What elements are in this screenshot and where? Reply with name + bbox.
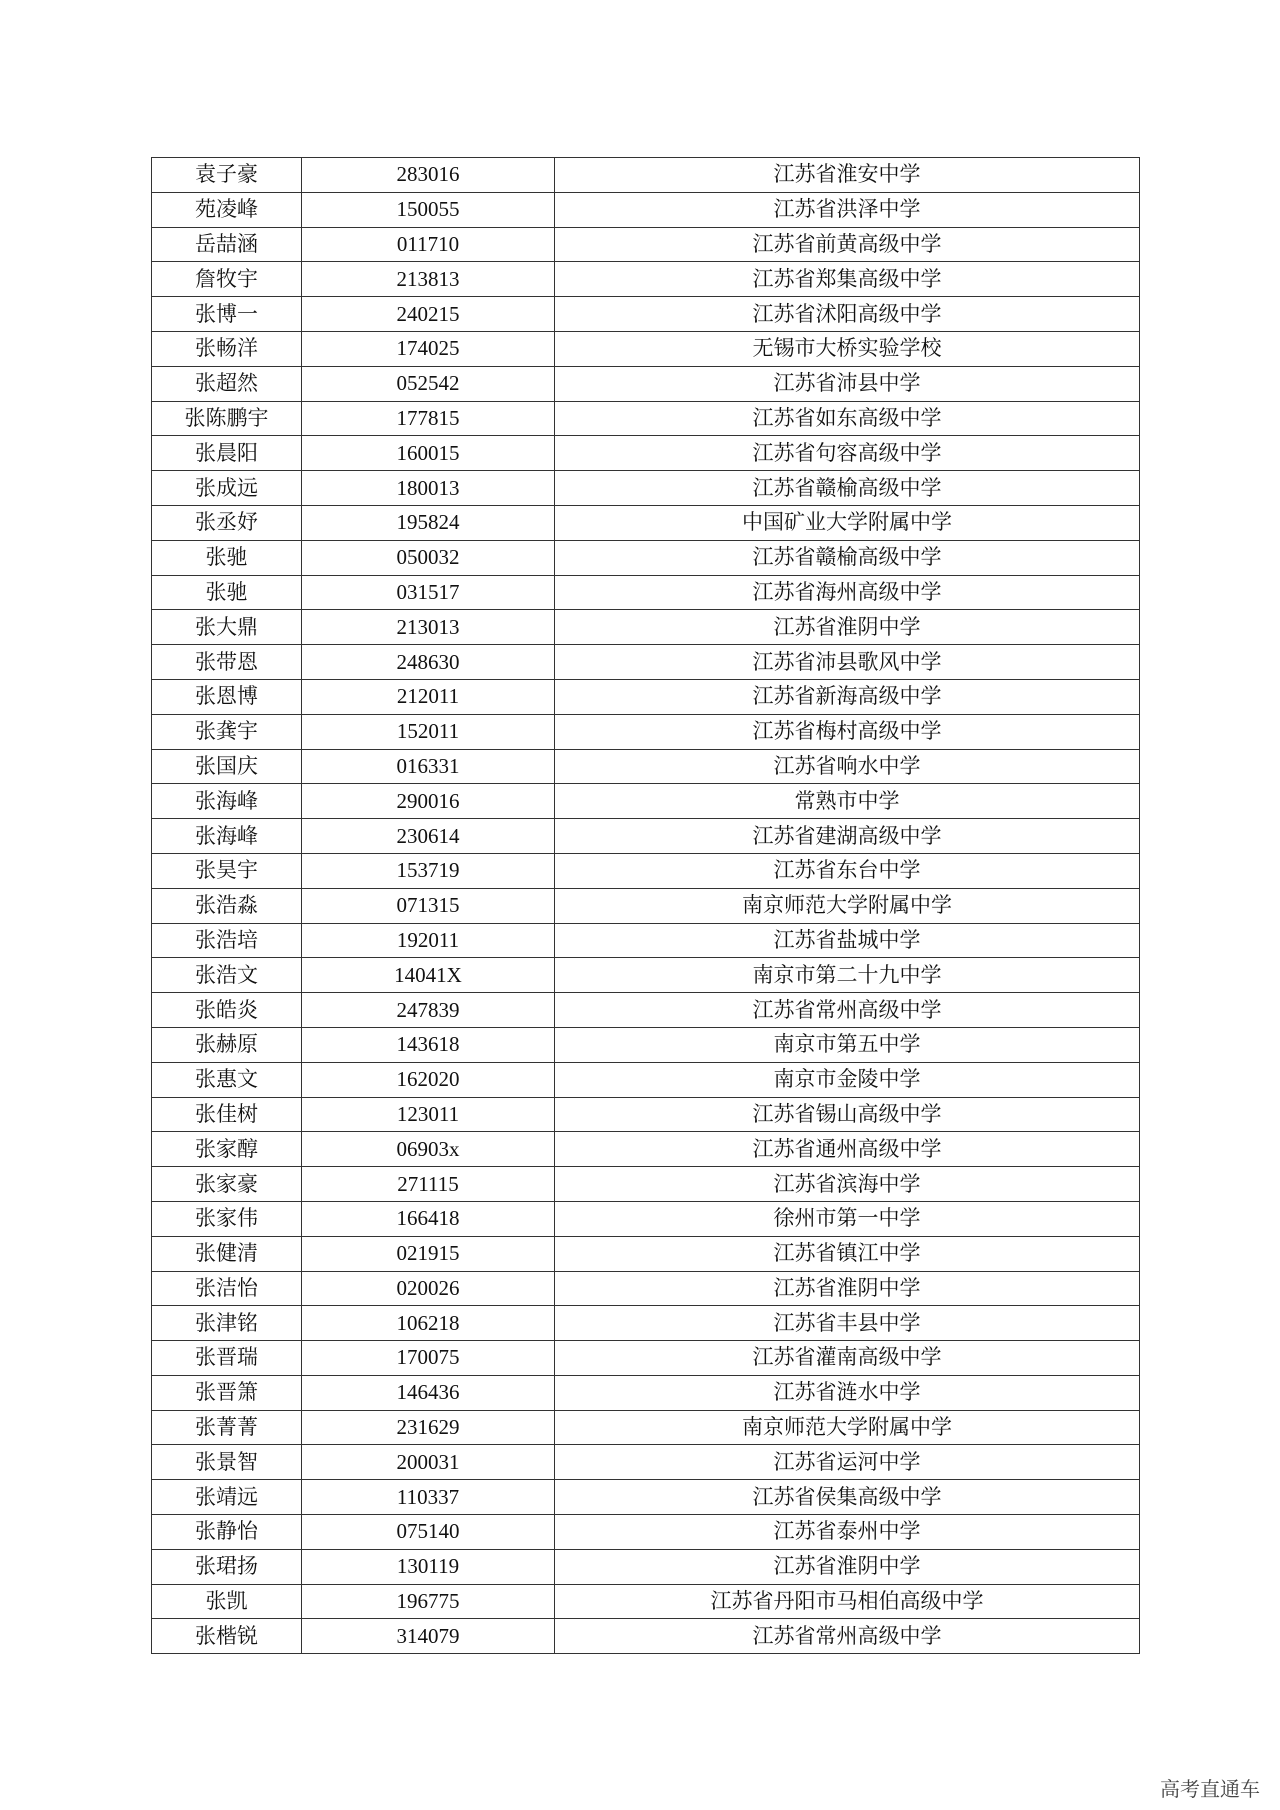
student-name-cell: 苑凌峰 — [152, 192, 302, 227]
student-name-cell: 张晋瑞 — [152, 1341, 302, 1376]
school-name-cell: 江苏省建湖高级中学 — [555, 819, 1140, 854]
table-row — [152, 610, 1140, 645]
table-row — [152, 993, 1140, 1028]
table-row — [152, 297, 1140, 332]
student-name-cell: 张国庆 — [152, 749, 302, 784]
school-name-cell: 江苏省淮阴中学 — [555, 610, 1140, 645]
table-row — [152, 1619, 1140, 1654]
table-row — [152, 227, 1140, 262]
school-name-cell: 江苏省梅村高级中学 — [555, 714, 1140, 749]
student-name-cell: 张浩淼 — [152, 888, 302, 923]
student-name-cell: 张昊宇 — [152, 853, 302, 888]
table-row — [152, 1549, 1140, 1584]
table-row — [152, 505, 1140, 540]
table-row — [152, 784, 1140, 819]
student-id-cell: 240215 — [302, 297, 555, 332]
student-name-cell: 张驰 — [152, 575, 302, 610]
student-name-cell: 张静怡 — [152, 1515, 302, 1550]
table-row — [152, 1445, 1140, 1480]
school-name-cell: 无锡市大桥实验学校 — [555, 331, 1140, 366]
table-row — [152, 575, 1140, 610]
school-name-cell: 常熟市中学 — [555, 784, 1140, 819]
table-row — [152, 923, 1140, 958]
roster-body — [152, 158, 1140, 1654]
student-id-cell: 247839 — [302, 993, 555, 1028]
table-row — [152, 1062, 1140, 1097]
table-row — [152, 1584, 1140, 1619]
student-name-cell: 张浩培 — [152, 923, 302, 958]
student-name-cell: 张家豪 — [152, 1167, 302, 1202]
student-name-cell: 张龚宇 — [152, 714, 302, 749]
student-name-cell: 岳喆涵 — [152, 227, 302, 262]
student-id-cell: 150055 — [302, 192, 555, 227]
school-name-cell: 江苏省侯集高级中学 — [555, 1480, 1140, 1515]
student-name-cell: 张皓炎 — [152, 993, 302, 1028]
student-name-cell: 张佳树 — [152, 1097, 302, 1132]
student-name-cell: 张恩博 — [152, 679, 302, 714]
school-name-cell: 江苏省赣榆高级中学 — [555, 540, 1140, 575]
table-row — [152, 1027, 1140, 1062]
school-name-cell: 江苏省丹阳市马相伯高级中学 — [555, 1584, 1140, 1619]
student-name-cell: 詹牧宇 — [152, 262, 302, 297]
student-name-cell: 张健清 — [152, 1236, 302, 1271]
table-row — [152, 714, 1140, 749]
student-name-cell: 张晋箫 — [152, 1375, 302, 1410]
student-id-cell: 011710 — [302, 227, 555, 262]
student-id-cell: 212011 — [302, 679, 555, 714]
school-name-cell: 江苏省句容高级中学 — [555, 436, 1140, 471]
student-name-cell: 张凯 — [152, 1584, 302, 1619]
school-name-cell: 南京市第五中学 — [555, 1027, 1140, 1062]
table-row — [152, 1306, 1140, 1341]
school-name-cell: 江苏省响水中学 — [555, 749, 1140, 784]
student-name-cell: 张菁菁 — [152, 1410, 302, 1445]
student-name-cell: 张家醇 — [152, 1132, 302, 1167]
school-name-cell: 江苏省海州高级中学 — [555, 575, 1140, 610]
table-row — [152, 1515, 1140, 1550]
student-name-cell: 张驰 — [152, 540, 302, 575]
school-name-cell: 江苏省洪泽中学 — [555, 192, 1140, 227]
school-name-cell: 江苏省淮阴中学 — [555, 1549, 1140, 1584]
student-id-cell: 021915 — [302, 1236, 555, 1271]
student-id-cell: 020026 — [302, 1271, 555, 1306]
student-id-cell: 290016 — [302, 784, 555, 819]
table-row — [152, 401, 1140, 436]
student-id-cell: 200031 — [302, 1445, 555, 1480]
student-id-cell: 180013 — [302, 471, 555, 506]
table-row — [152, 819, 1140, 854]
table-row — [152, 645, 1140, 680]
student-name-cell: 张带恩 — [152, 645, 302, 680]
student-name-cell: 张丞妤 — [152, 505, 302, 540]
school-name-cell: 江苏省新海高级中学 — [555, 679, 1140, 714]
table-row — [152, 749, 1140, 784]
school-name-cell: 江苏省沛县歌风中学 — [555, 645, 1140, 680]
student-name-cell: 张大鼎 — [152, 610, 302, 645]
table-row — [152, 1132, 1140, 1167]
student-name-cell: 张畅洋 — [152, 331, 302, 366]
table-row — [152, 1097, 1140, 1132]
school-name-cell: 江苏省丰县中学 — [555, 1306, 1140, 1341]
table-row — [152, 1167, 1140, 1202]
school-name-cell: 江苏省锡山高级中学 — [555, 1097, 1140, 1132]
student-name-cell: 张惠文 — [152, 1062, 302, 1097]
student-id-cell: 031517 — [302, 575, 555, 610]
school-name-cell: 江苏省盐城中学 — [555, 923, 1140, 958]
student-id-cell: 153719 — [302, 853, 555, 888]
student-id-cell: 106218 — [302, 1306, 555, 1341]
student-name-cell: 张晨阳 — [152, 436, 302, 471]
watermark-text: 高考直通车 — [1160, 1777, 1260, 1801]
student-id-cell: 248630 — [302, 645, 555, 680]
school-name-cell: 江苏省常州高级中学 — [555, 1619, 1140, 1654]
student-id-cell: 195824 — [302, 505, 555, 540]
school-name-cell: 江苏省淮阴中学 — [555, 1271, 1140, 1306]
student-id-cell: 143618 — [302, 1027, 555, 1062]
school-name-cell: 江苏省灌南高级中学 — [555, 1341, 1140, 1376]
school-name-cell: 江苏省涟水中学 — [555, 1375, 1140, 1410]
table-row — [152, 1480, 1140, 1515]
student-name-cell: 张赫原 — [152, 1027, 302, 1062]
student-name-cell: 张津铭 — [152, 1306, 302, 1341]
student-id-cell: 271115 — [302, 1167, 555, 1202]
school-name-cell: 江苏省淮安中学 — [555, 158, 1140, 193]
table-row — [152, 958, 1140, 993]
student-id-cell: 016331 — [302, 749, 555, 784]
student-id-cell: 160015 — [302, 436, 555, 471]
table-row — [152, 1236, 1140, 1271]
school-name-cell: 南京市金陵中学 — [555, 1062, 1140, 1097]
student-id-cell: 162020 — [302, 1062, 555, 1097]
student-id-cell: 230614 — [302, 819, 555, 854]
school-name-cell: 南京师范大学附属中学 — [555, 888, 1140, 923]
student-id-cell: 192011 — [302, 923, 555, 958]
table-row — [152, 366, 1140, 401]
student-id-cell: 174025 — [302, 331, 555, 366]
school-name-cell: 江苏省沭阳高级中学 — [555, 297, 1140, 332]
student-id-cell: 213813 — [302, 262, 555, 297]
student-id-cell: 050032 — [302, 540, 555, 575]
student-roster-table — [151, 157, 1140, 1654]
table-row — [152, 1201, 1140, 1236]
student-name-cell: 张楷锐 — [152, 1619, 302, 1654]
student-id-cell: 177815 — [302, 401, 555, 436]
table-row — [152, 331, 1140, 366]
table-row — [152, 853, 1140, 888]
table-row — [152, 192, 1140, 227]
school-name-cell: 江苏省郑集高级中学 — [555, 262, 1140, 297]
student-id-cell: 130119 — [302, 1549, 555, 1584]
table-row — [152, 158, 1140, 193]
school-name-cell: 南京师范大学附属中学 — [555, 1410, 1140, 1445]
student-name-cell: 张成远 — [152, 471, 302, 506]
school-name-cell: 江苏省东台中学 — [555, 853, 1140, 888]
table-row — [152, 540, 1140, 575]
student-id-cell: 152011 — [302, 714, 555, 749]
student-name-cell: 张靖远 — [152, 1480, 302, 1515]
school-name-cell: 江苏省滨海中学 — [555, 1167, 1140, 1202]
school-name-cell: 江苏省如东高级中学 — [555, 401, 1140, 436]
student-id-cell: 196775 — [302, 1584, 555, 1619]
student-id-cell: 166418 — [302, 1201, 555, 1236]
student-id-cell: 283016 — [302, 158, 555, 193]
school-name-cell: 徐州市第一中学 — [555, 1201, 1140, 1236]
student-name-cell: 张博一 — [152, 297, 302, 332]
school-name-cell: 江苏省常州高级中学 — [555, 993, 1140, 1028]
student-id-cell: 231629 — [302, 1410, 555, 1445]
table-row — [152, 1375, 1140, 1410]
student-name-cell: 张洁怡 — [152, 1271, 302, 1306]
school-name-cell: 江苏省前黄高级中学 — [555, 227, 1140, 262]
table-row — [152, 436, 1140, 471]
student-name-cell: 张家伟 — [152, 1201, 302, 1236]
student-id-cell: 146436 — [302, 1375, 555, 1410]
student-name-cell: 张浩文 — [152, 958, 302, 993]
student-name-cell: 张陈鹏宇 — [152, 401, 302, 436]
school-name-cell: 江苏省通州高级中学 — [555, 1132, 1140, 1167]
table-row — [152, 1410, 1140, 1445]
school-name-cell: 江苏省赣榆高级中学 — [555, 471, 1140, 506]
school-name-cell: 江苏省泰州中学 — [555, 1515, 1140, 1550]
school-name-cell: 南京市第二十九中学 — [555, 958, 1140, 993]
student-id-cell: 06903x — [302, 1132, 555, 1167]
student-name-cell: 张景智 — [152, 1445, 302, 1480]
student-id-cell: 314079 — [302, 1619, 555, 1654]
table-row — [152, 471, 1140, 506]
school-name-cell: 江苏省镇江中学 — [555, 1236, 1140, 1271]
school-name-cell: 江苏省运河中学 — [555, 1445, 1140, 1480]
student-name-cell: 张海峰 — [152, 819, 302, 854]
student-id-cell: 075140 — [302, 1515, 555, 1550]
student-id-cell: 170075 — [302, 1341, 555, 1376]
student-name-cell: 袁子豪 — [152, 158, 302, 193]
student-id-cell: 14041X — [302, 958, 555, 993]
student-id-cell: 123011 — [302, 1097, 555, 1132]
school-name-cell: 中国矿业大学附属中学 — [555, 505, 1140, 540]
table-row — [152, 888, 1140, 923]
student-name-cell: 张海峰 — [152, 784, 302, 819]
school-name-cell: 江苏省沛县中学 — [555, 366, 1140, 401]
student-id-cell: 213013 — [302, 610, 555, 645]
table-row — [152, 262, 1140, 297]
table-row — [152, 679, 1140, 714]
student-name-cell: 张超然 — [152, 366, 302, 401]
student-name-cell: 张珺扬 — [152, 1549, 302, 1584]
student-id-cell: 110337 — [302, 1480, 555, 1515]
student-id-cell: 052542 — [302, 366, 555, 401]
table-row — [152, 1341, 1140, 1376]
student-id-cell: 071315 — [302, 888, 555, 923]
table-row — [152, 1271, 1140, 1306]
